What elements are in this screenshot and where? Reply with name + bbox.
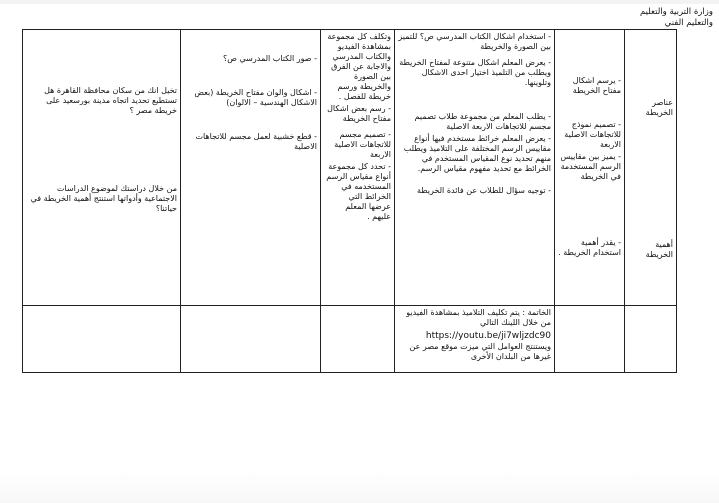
activity-item: - استخدام اشكال الكتاب المدرسي ص؟ للتميز بين الصورة والخريطة [398,32,551,51]
cell-empty [181,306,321,373]
learner-item: - تحدد كل مجموعة أنواع مقياس الرسم المستخدمه في الخرائط التي عرضها المعلم عليهم . [326,162,391,221]
resource-item: - صور الكتاب المدرسي ص؟ [223,54,317,63]
activity-item: - يعرض المعلم اشكال متنوعة لمفتاح الخريطة ويطلب من التلميذ اختيار احدى الاشكال وتلوينها. [399,58,551,87]
conclusion-text-rest: ويستنتج العوامل التي ميزت موقع مصر عن غيرها من البلدان الأخرى [409,342,551,361]
cell-empty [625,306,677,373]
cell-teacher-activities [395,30,555,306]
cell-objectives [555,30,625,306]
cell-resources [181,30,321,306]
element-title-1: عناصر الخريطة [645,98,673,117]
learner-item: وتكلف كل مجموعة بمشاهدة الفيديو والكتاب المدرسي والاجابة عن الفرق بين الصورة والخريطة ورسم خريطة للفصل . [327,32,391,101]
ministry-header [623,7,713,29]
table-row [23,30,677,306]
activity-item: - توجيه سؤال للطلاب عن فائدة الخريطة [416,186,551,195]
learner-item: - رسم بعض اشكال مفتاح الخريطة [327,104,391,123]
cell-empty [23,306,181,373]
evaluation-item: تخيل انك من سكان محافظة القاهرة هل تستطيع تحديد اتجاه مدينة بورسعيد على خريطة مصر ؟ [44,86,177,115]
resource-item: - قطع خشبية لعمل مجسم للاتجاهات الاصلية [195,132,317,151]
page-bottom-edge [0,470,719,503]
lesson-plan-table [22,29,677,373]
element-title-2: أهمية الخريطة [645,240,673,259]
video-link: https://youtu.be/ji7wljzdc90 [425,331,551,341]
cell-evaluation [23,30,181,306]
ministry-line-2: والتعليم الفني [664,18,713,28]
objective-item: - يميز بين مقاييس الرسم المستخدمة في الخريطة [560,152,621,181]
cell-empty [321,306,395,373]
activity-item: - يطلب المعلم من مجموعة طلاب تصميم مجسم للاتجاهات الاربعة الاصلية [414,112,551,131]
activity-item: - يعرض المعلم خرائط مستخدم فيها أنواع مقاييس الرسم المختلفة على التلاميذ ويطلب منهم تحديد نوع المقياس المستخدم في الخرائط مع تحديد مفهوم مقياس الرسم. [403,134,551,173]
objective-item: - يرسم اشكال مفتاح الخريطة [572,76,621,95]
objective-item: - تصميم نموذج للاتجاهات الاصلية الاربعة [564,120,621,149]
evaluation-item: من خلال دراستك لموضوع الدراسات الاجتماعية وأدواتها استنتج أهمية الخريطة في حياتنا؟ [30,184,177,213]
page-top-edge [0,0,719,4]
cell-conclusion [395,306,555,373]
learner-item: - تصميم مجسم للاتجاهات الاصلية الاربعة [334,130,391,159]
objective-item: - يقدر أهمية استخدام الخريطة . [558,238,621,257]
table-row [23,306,677,373]
cell-learner-activities [321,30,395,306]
cell-empty [555,306,625,373]
ministry-line-1: وزارة التربية والتعليم [640,7,713,17]
resource-item: - اشكال والوان مفتاح الخريطة (بعض الاشكال الهندسية – الالوان) [194,88,317,107]
cell-elements [625,30,677,306]
conclusion-text: الخاتمة : يتم تكليف التلاميذ بمشاهدة الفيديو من خلال اللينك التالي [406,308,551,327]
